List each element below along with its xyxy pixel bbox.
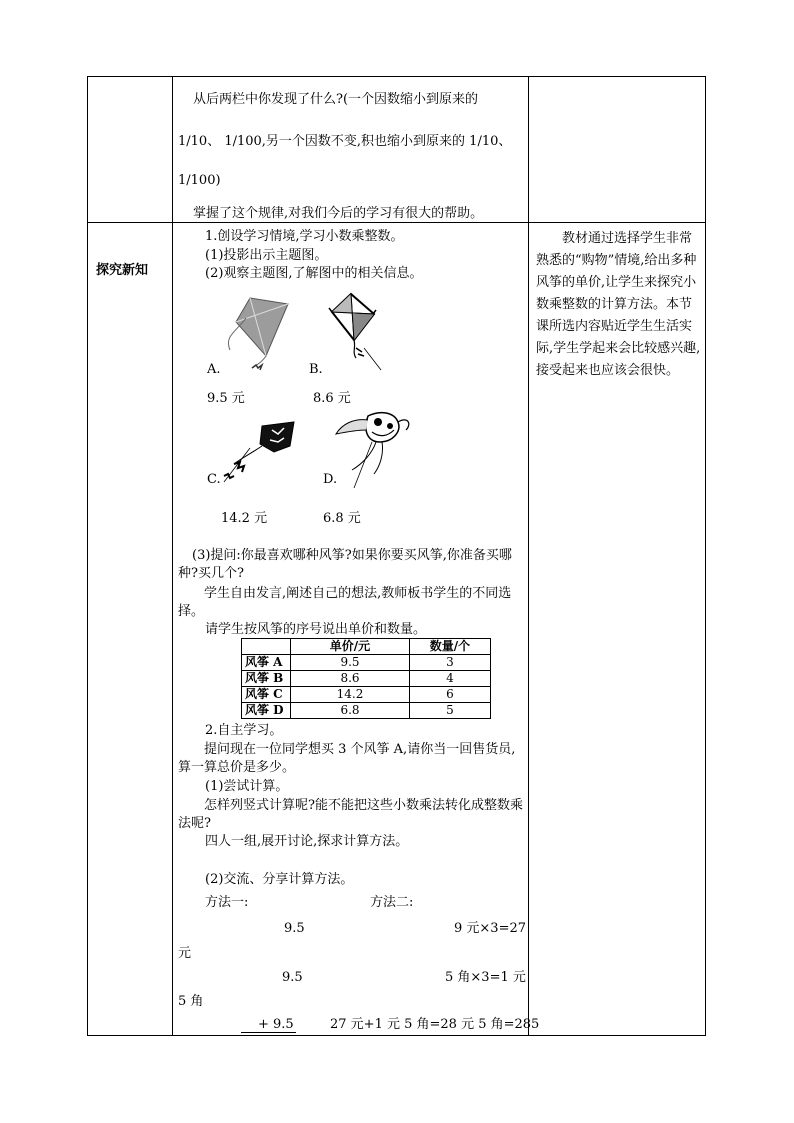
table-bottom-border [87, 1035, 706, 1036]
table-cell: 9.5 [291, 655, 410, 671]
table-top-border [87, 76, 706, 77]
table-header-cell [242, 639, 291, 655]
step-2b: (1)尝试计算。 [205, 779, 289, 794]
calc-method2-line-1: 9 元×3=27 [454, 921, 527, 936]
step-1e: 请学生按风筝的序号说出单价和数量。 [205, 622, 427, 637]
intro-line-3: 1/100) [178, 173, 221, 188]
kite-d-letter: D. [323, 472, 338, 487]
kite-d-price: 6.8 元 [323, 511, 361, 526]
table-cell: 风筝 D [242, 703, 291, 719]
table-header-cell: 单价/元 [291, 639, 410, 655]
step-1a: (1)投影出示主题图。 [205, 248, 328, 263]
table-right-border [705, 76, 706, 1036]
calc-method2-line-2-wrap: 5 角 [178, 994, 204, 1009]
step-2a: 提问现在一位同学想买 3 个风筝 A,请你当一回售货员,算一算总价是多少。 [178, 742, 516, 775]
table-cell: 3 [410, 655, 491, 671]
table-col-divider-2 [528, 76, 529, 1036]
table-cell: 风筝 C [242, 687, 291, 703]
section-label: 探究新知 [96, 263, 149, 278]
intro-line-4: 掌握了这个规律,对我们今后的学习有很大的帮助。 [193, 206, 484, 221]
kite-b-price: 8.6 元 [313, 391, 351, 406]
kite-a-image [222, 292, 294, 374]
table-cell: 8.6 [291, 671, 410, 687]
table-col-divider-1 [172, 76, 173, 1036]
table-cell: 14.2 [291, 687, 410, 703]
intro-line-1: 从后两栏中你发现了什么?(一个因数缩小到原来的 [193, 92, 479, 107]
step-2-heading: 2.自主学习。 [205, 723, 283, 738]
table-header-cell: 数量/个 [410, 639, 491, 655]
table-cell: 风筝 A [242, 655, 291, 671]
calc-method2-line-3: 27 元+1 元 5 角=28 元 5 角=285 [330, 1017, 540, 1032]
step-1d: 学生自由发言,阐述自己的想法,教师板书学生的不同选择。 [178, 586, 512, 619]
table-cell: 4 [410, 671, 491, 687]
calc-addend-3: + 9.5 [258, 1017, 294, 1032]
method-1-label: 方法一: [205, 895, 249, 910]
table-cell: 5 [410, 703, 491, 719]
kite-b-letter: B. [309, 362, 323, 377]
table-row [242, 703, 491, 719]
step-2d: 四人一组,展开讨论,探求计算方法。 [205, 834, 409, 849]
calc-method2-line-1-wrap: 元 [178, 946, 192, 961]
kite-c-price: 14.2 元 [221, 511, 268, 526]
calc-addend-2: 9.5 [282, 970, 303, 985]
step-2c: 怎样列竖式计算呢?能不能把这些小数乘法转化成整数乘法呢? [178, 798, 523, 831]
teaching-note: 教材通过选择学生非常熟悉的“购物”情境,给出多种风筝的单价,让学生来探究小数乘整数的计算方法。本节课所选内容贴近学生生活实际,学生学起来会比较感兴趣,接受起来也应该会很快。 [536, 231, 701, 378]
step-1c: (3)提问:你最喜欢哪种风筝?如果你要买风筝,你准备买哪种?买几个? [178, 548, 512, 581]
kite-b-image [326, 290, 384, 372]
kite-a-price: 9.5 元 [207, 391, 245, 406]
intro-line-2: 1/10、 1/100,另一个因数不变,积也缩小到原来的 1/10、 [178, 134, 512, 149]
kite-c-image [220, 418, 298, 486]
table-row [242, 655, 491, 671]
table-left-border [87, 76, 88, 1036]
table-cell: 6 [410, 687, 491, 703]
method-2-label: 方法二: [370, 895, 414, 910]
kite-d-image [332, 408, 414, 490]
table-cell: 6.8 [291, 703, 410, 719]
table-row [242, 671, 491, 687]
kite-c-letter: C. [207, 472, 221, 487]
step-2e: (2)交流、分享计算方法。 [205, 872, 354, 887]
calc-addend-1: 9.5 [284, 921, 305, 936]
calc-method2-line-2: 5 角×3=1 元 [445, 970, 526, 985]
step-1b: (2)观察主题图,了解图中的相关信息。 [205, 266, 423, 281]
kite-price-table [241, 638, 491, 719]
table-row-divider [87, 222, 706, 223]
kite-a-letter: A. [207, 362, 221, 377]
calc-sum-underline [241, 1032, 296, 1033]
table-row [242, 687, 491, 703]
table-header-row [242, 639, 491, 655]
table-cell: 风筝 B [242, 671, 291, 687]
step-1-heading: 1.创设学习情境,学习小数乘整数。 [205, 229, 404, 244]
